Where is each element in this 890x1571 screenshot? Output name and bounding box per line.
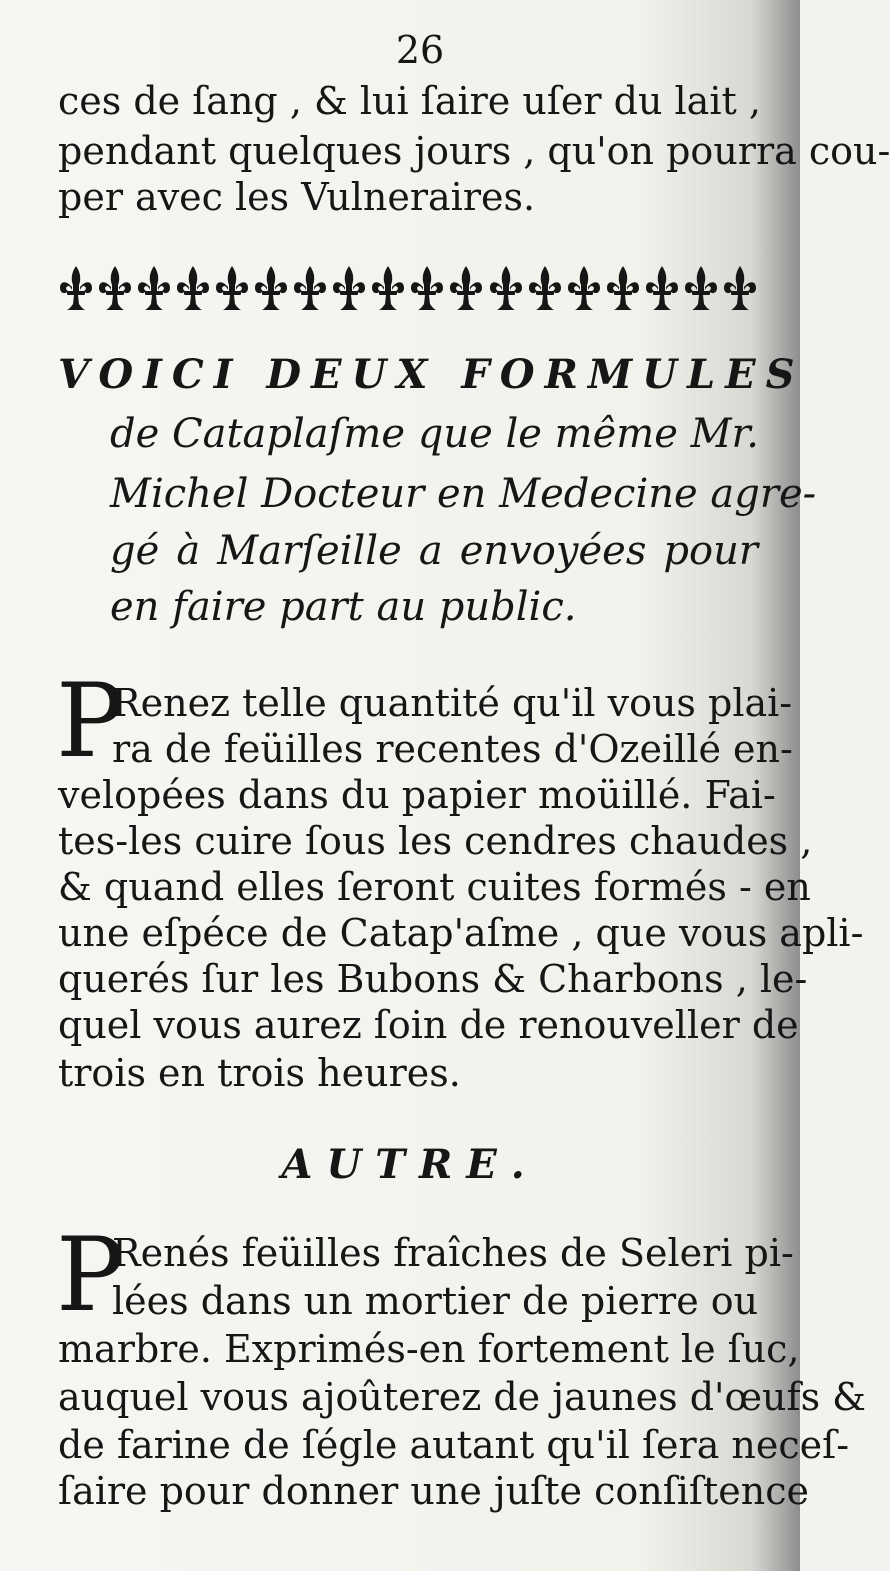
text-line: pendant quelques jours , qu'on pourra cou- — [58, 129, 890, 173]
paragraph-line: de farine de ſégle autant qu'il ſera neceſ- — [58, 1423, 850, 1467]
drop-cap: P — [56, 1216, 125, 1335]
heading-line: Michel Docteur en Medecine agre- — [110, 471, 817, 517]
paragraph-line: tes-les cuire ſous les cendres chaudes , — [58, 819, 813, 863]
fleur-de-lis-icon — [644, 264, 680, 312]
fleur-de-lis-icon — [214, 264, 250, 312]
fleur-de-lis-icon — [370, 264, 406, 312]
fleur-de-lis-icon — [175, 264, 211, 312]
paragraph-line: & quand elles ſeront cuites formés - en — [58, 865, 811, 909]
heading-line: gé à Marſeille a envoyées pour — [110, 528, 758, 574]
section-heading: VOICI DEUX FORMULES — [58, 351, 805, 398]
text-line: per avec les Vulneraires. — [58, 175, 536, 219]
text-line: ces de ſang , & lui ſaire uſer du lait , — [58, 79, 761, 123]
ornament-border — [58, 258, 758, 318]
fleur-de-lis-icon — [292, 264, 328, 312]
fleur-de-lis-icon — [448, 264, 484, 312]
fleur-de-lis-icon — [409, 264, 445, 312]
fleur-de-lis-icon — [488, 264, 524, 312]
paragraph-line: Renez telle quantité qu'il vous plai- — [112, 681, 793, 725]
fleur-de-lis-icon — [683, 264, 719, 312]
paragraph-line: auquel vous ajoûterez de jaunes d'œufs & — [58, 1375, 866, 1419]
paragraph-line: velopées dans du papier moüillé. Fai- — [58, 773, 776, 817]
fleur-de-lis-icon — [58, 264, 94, 312]
fleur-de-lis-icon — [605, 264, 641, 312]
fleur-de-lis-icon — [253, 264, 289, 312]
drop-cap: P — [56, 662, 125, 781]
subheading: AUTRE. — [281, 1141, 539, 1188]
fleur-de-lis-icon — [97, 264, 133, 312]
page-number: 26 — [395, 28, 445, 72]
heading-line: en faire part au public. — [110, 584, 577, 630]
fleur-de-lis-icon — [527, 264, 563, 312]
paragraph-line: quel vous aurez ſoin de renouveller de — [58, 1003, 799, 1047]
paragraph-line: Renés feüilles fraîches de Seleri pi- — [112, 1231, 794, 1275]
paragraph-line: ra de feüilles recentes d'Ozeillé en- — [112, 727, 793, 771]
paragraph-line: lées dans un mortier de pierre ou — [112, 1279, 759, 1323]
fleur-de-lis-icon — [566, 264, 602, 312]
paragraph-line: marbre. Exprimés-en fortement le ſuc, — [58, 1327, 800, 1371]
fleur-de-lis-icon — [722, 264, 758, 312]
fleur-de-lis-icon — [136, 264, 172, 312]
paragraph-line: ſaire pour donner une juſte conſiſtence — [58, 1469, 810, 1513]
heading-line: de Cataplaſme que le même Mr. — [110, 411, 759, 457]
fleur-de-lis-icon — [331, 264, 367, 312]
paragraph-line: querés ſur les Bubons & Charbons , le- — [58, 957, 808, 1001]
paragraph-line: trois en trois heures. — [58, 1051, 461, 1095]
paragraph-line: une eſpéce de Catap'aſme , que vous apli- — [58, 911, 864, 955]
